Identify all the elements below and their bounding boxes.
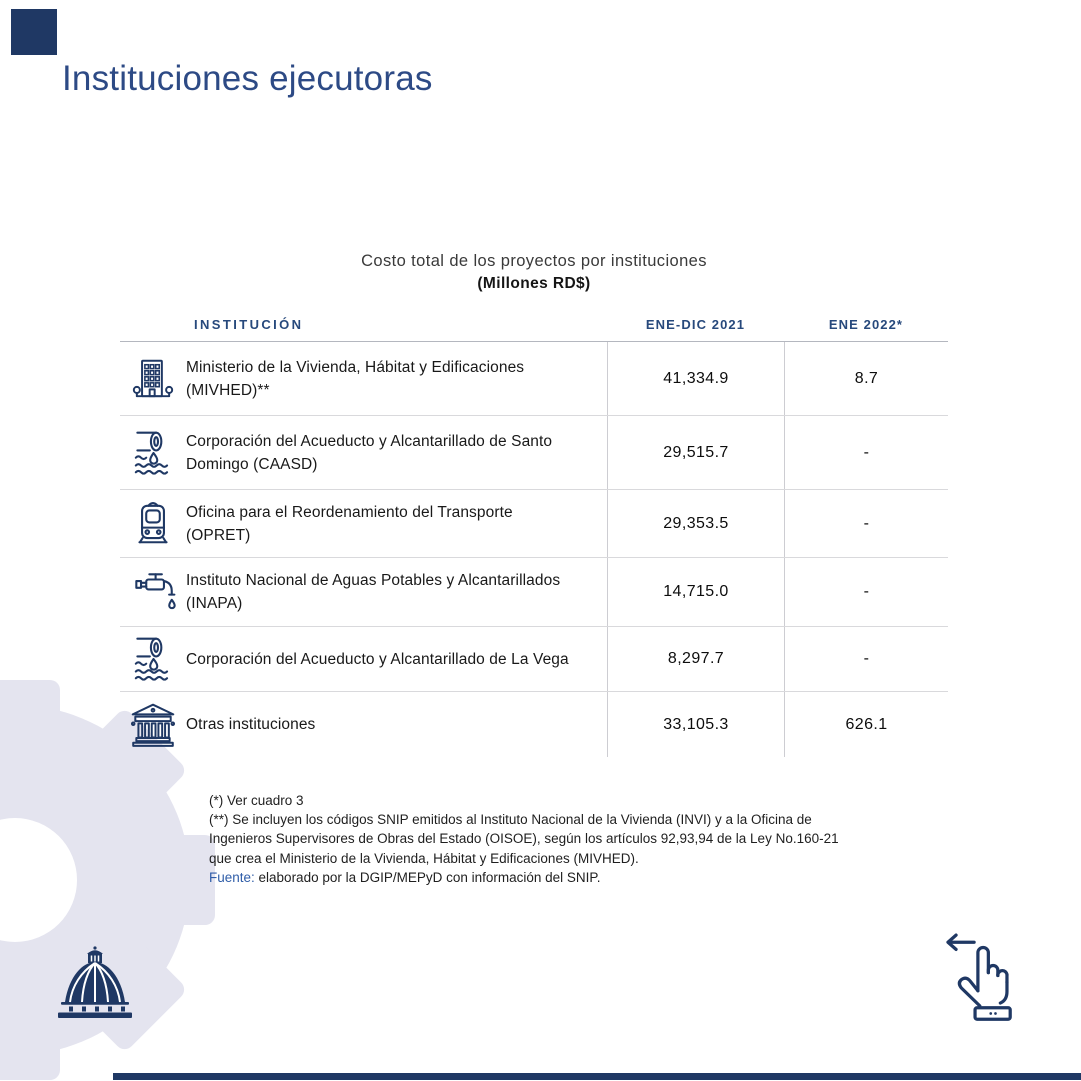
table-row — [120, 692, 948, 757]
value-ene-dic-2021: 14,715.0 — [607, 558, 784, 626]
value-ene-2022: - — [784, 627, 948, 691]
table-row — [120, 627, 948, 692]
gear-tooth — [0, 1010, 60, 1080]
institution-name: Oficina para el Reordenamiento del Transporte (OPRET) — [186, 503, 513, 544]
source-line — [209, 868, 939, 887]
table-row — [120, 490, 948, 558]
table-title: Costo total de los proyectos por instituciones — [361, 252, 707, 270]
footnote-line: Ingenieros Supervisores de Obras del Estado (OISOE), según los artículos 92,93,94 de la Ley No.160-21 — [209, 831, 839, 847]
gear-tooth — [145, 835, 215, 925]
gear-tooth — [0, 680, 60, 750]
value-ene-2022: 626.1 — [784, 692, 948, 757]
column-header-ene-2022: ENE 2022* — [828, 317, 904, 332]
table-row — [120, 342, 948, 416]
value-ene-2022: - — [784, 558, 948, 626]
page-title: Instituciones ejecutoras — [62, 59, 433, 98]
institution-name: Ministerio de la Vivienda, Hábitat y Edificaciones (MIVHED)** — [186, 358, 525, 399]
source-label: Fuente: — [209, 869, 255, 885]
value-ene-2022: 8.7 — [784, 342, 948, 415]
value-ene-2022: - — [784, 416, 948, 489]
ministry-building-icon — [120, 354, 186, 404]
table-header-row — [120, 308, 948, 342]
value-ene-dic-2021: 29,353.5 — [607, 490, 784, 557]
faucet-icon — [120, 567, 186, 617]
value-ene-dic-2021: 8,297.7 — [607, 627, 784, 691]
metro-train-icon — [120, 499, 186, 549]
table-subtitle: (Millones RD$) — [477, 275, 591, 292]
bank-icon — [120, 700, 186, 750]
footnote-line: (*) Ver cuadro 3 — [209, 793, 304, 808]
table-row — [120, 558, 948, 627]
footnote-line: (**) Se incluyen los códigos SNIP emitidos al Instituto Nacional de la Vivienda (INVI) y a la Oficina de — [209, 812, 812, 828]
source-text: elaborado por la DGIP/MEPyD con información del SNIP. — [254, 869, 601, 885]
value-ene-2022: - — [784, 490, 948, 557]
institution-name: Otras instituciones — [186, 716, 316, 733]
table-row — [120, 416, 948, 490]
institution-name: Corporación del Acueducto y Alcantarillado de Santo Domingo (CAASD) — [186, 432, 553, 473]
footnotes — [209, 791, 939, 887]
table-body — [120, 342, 948, 757]
value-ene-dic-2021: 29,515.7 — [607, 416, 784, 489]
value-ene-dic-2021: 41,334.9 — [607, 342, 784, 415]
swipe-left-hand-icon — [936, 928, 1016, 1023]
column-header-institucion: INSTITUCIÓN — [194, 317, 304, 332]
value-ene-dic-2021: 33,105.3 — [607, 692, 784, 757]
institution-name: Corporación del Acueducto y Alcantarillado de La Vega — [186, 650, 569, 668]
aqueduct-icon — [120, 428, 186, 478]
column-header-ene-dic-2021: ENE-DIC 2021 — [645, 317, 746, 332]
national-palace-dome-icon — [57, 946, 133, 1018]
aqueduct-icon — [120, 634, 186, 684]
footnote-line: que crea el Ministerio de la Vivienda, Hábitat y Edificaciones (MIVHED). — [209, 850, 639, 866]
navy-bottom-bar — [113, 1073, 1081, 1080]
navy-corner-square — [11, 9, 57, 55]
institution-name: Instituto Nacional de Aguas Potables y Alcantarillados (INAPA) — [186, 572, 561, 612]
